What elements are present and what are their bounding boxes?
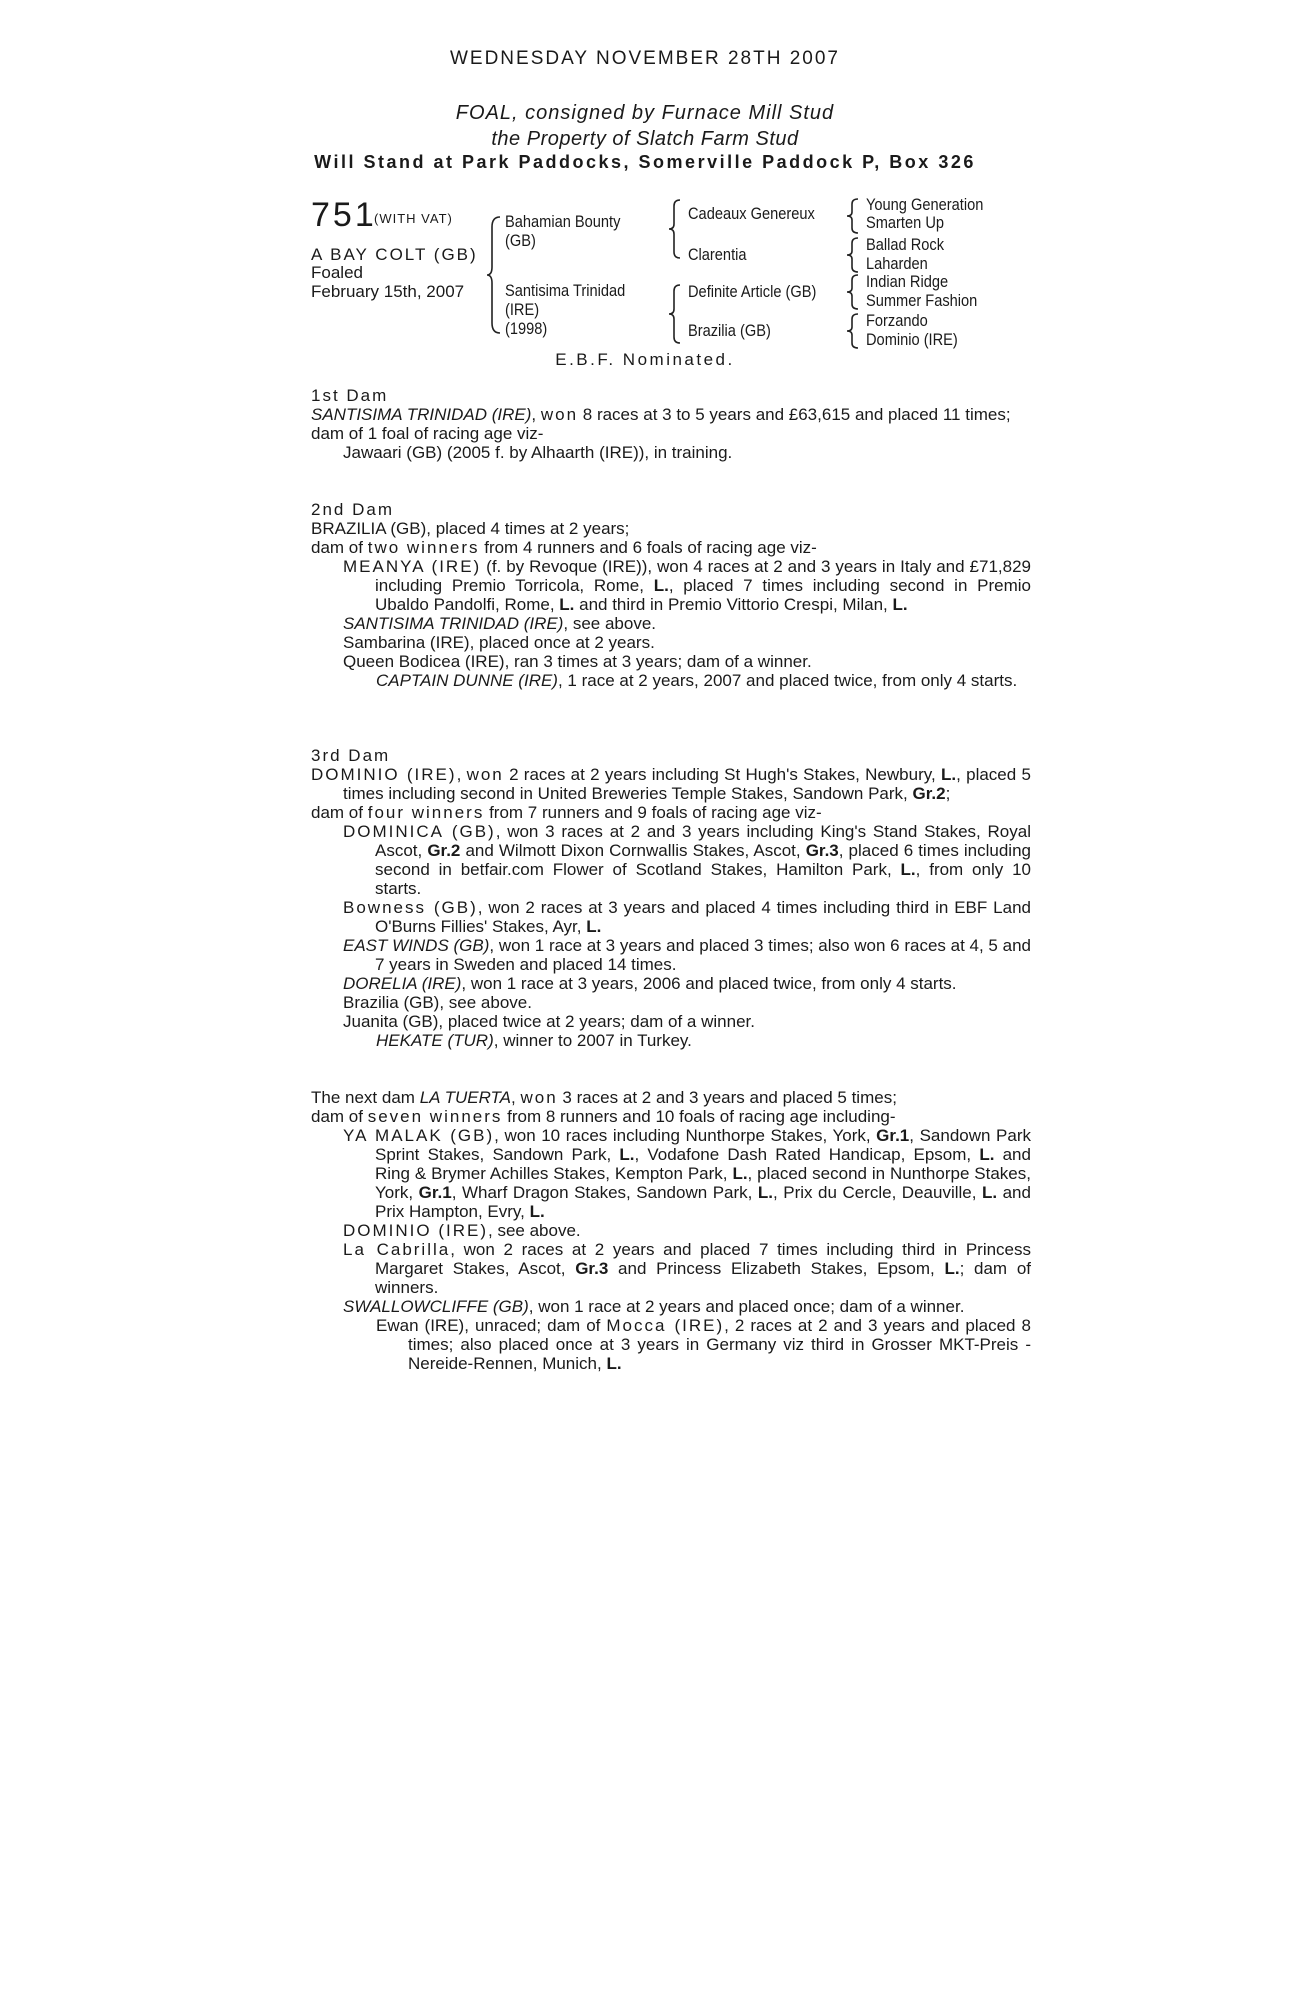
horse-name: A BAY COLT (GB): [311, 245, 478, 264]
sambarina-entry: Sambarina (IRE), placed once at 2 years.: [343, 633, 655, 652]
dam-dam-name: Brazilia (GB): [688, 321, 771, 340]
pedigree-brace-gg2: [846, 236, 860, 274]
gg-2: Smarten Up: [866, 213, 945, 232]
lot-number: 751: [311, 196, 377, 234]
queen-bodicea-entry: Queen Bodicea (IRE), ran 3 times at 3 years; dam of a winner.: [343, 652, 812, 671]
east-winds-entry: EAST WINDS (GB), won 1 race at 3 years and placed 3 times; also won 6 races at 4, 5 and 7 years in Sweden and placed 14 times.: [343, 936, 1031, 974]
dam-year: (1998): [505, 319, 548, 338]
meanya-entry: MEANYA (IRE) (f. by Revoque (IRE)), won 4 races at 2 and 3 years in Italy and £71,829 including Premio Torricola, Rome, L., placed 7 times including second in Premio Ubaldo Pandolfi, Rome, L. and third in Premio Vittorio Crespi, Milan, L.: [343, 557, 1031, 614]
swallowcliffe-entry: SWALLOWCLIFFE (GB), won 1 race at 2 years and placed once; dam of a winner.: [343, 1297, 965, 1316]
property-line: the Property of Slatch Farm Stud: [491, 128, 799, 150]
hekate-entry: HEKATE (TUR), winner to 2007 in Turkey.: [376, 1031, 692, 1050]
third-dam-heading: 3rd Dam: [311, 746, 391, 765]
juanita-entry: Juanita (GB), placed twice at 2 years; dam of a winner.: [343, 1012, 755, 1031]
dominica-entry: DOMINICA (GB), won 3 races at 2 and 3 years including King's Stand Stakes, Royal Ascot, Gr.2 and Wilmott Dixon Cornwallis Stakes, Ascot, Gr.3, placed 6 times including second in betfair.com Flower of Scotland Stakes, Hamilton Park, L., from only 10 starts.: [343, 822, 1031, 898]
sale-date: WEDNESDAY NOVEMBER 28TH 2007: [449, 48, 840, 69]
first-dam-section: [311, 386, 1031, 462]
sire-dam-name: Clarentia: [688, 245, 747, 264]
sire-suffix: (GB): [505, 231, 536, 250]
gg-4: Laharden: [866, 254, 928, 273]
dam-name: Santisima Trinidad: [505, 281, 626, 300]
first-dam-record: SANTISIMA TRINIDAD (IRE), won 8 races at 3 to 5 years and £63,615 and placed 11 times;: [311, 405, 1011, 424]
second-dam-heading: 2nd Dam: [311, 500, 394, 519]
foaled-label: Foaled: [311, 263, 363, 282]
first-dam-dam-of: dam of 1 foal of racing age viz-: [311, 424, 544, 443]
gg-7: Forzando: [866, 311, 928, 330]
gg-6: Summer Fashion: [866, 291, 978, 310]
foaled-date: February 15th, 2007: [311, 282, 465, 301]
third-dam-dam-of: dam of four winners from 7 runners and 9 foals of racing age viz-: [311, 803, 822, 822]
captain-dunne-entry: CAPTAIN DUNNE (IRE), 1 race at 2 years, 2007 and placed twice, from only 4 starts.: [376, 671, 1018, 690]
ewan-entry: Ewan (IRE), unraced; dam of Mocca (IRE), 2 races at 2 and 3 years and placed 8 times; also placed once at 3 years in Germany viz third in Grosser MKT-Preis - Nereide-Rennen, Munich, L.: [376, 1316, 1031, 1373]
third-dam-section: [311, 746, 1031, 1050]
la-cabrilla-entry: La Cabrilla, won 2 races at 2 years and placed 7 times including third in Princess Margaret Stakes, Ascot, Gr.3 and Princess Elizabeth Stakes, Epsom, L.; dam of winners.: [343, 1240, 1032, 1297]
dorelia-entry: DORELIA (IRE), won 1 race at 3 years, 2006 and placed twice, from only 4 starts.: [343, 974, 957, 993]
ya-malak-entry: YA MALAK (GB), won 10 races including Nunthorpe Stakes, York, Gr.1, Sandown Park Sprint Stakes, Sandown Park, L., Vodafone Dash Rated Handicap, Epsom, L. and Ring & Brymer Achilles Stakes, Kempton Park, L., placed second in Nunthorpe Stakes, York, Gr.1, Wharf Dragon Stakes, Sandown Park, L., Prix du Cercle, Deauville, L. and Prix Hampton, Evry, L.: [343, 1126, 1031, 1221]
dominio-entry: DOMINIO (IRE), see above.: [343, 1221, 581, 1240]
ebf-nominated: E.B.F. Nominated.: [555, 350, 735, 369]
vat-note: (WITH VAT): [374, 211, 453, 226]
next-dam-section: [311, 1088, 1031, 1373]
gg-8: Dominio (IRE): [866, 330, 958, 349]
sire-name: Bahamian Bounty: [505, 212, 621, 231]
dam-sire-name: Definite Article (GB): [688, 282, 817, 301]
second-dam-record: BRAZILIA (GB), placed 4 times at 2 years;: [311, 519, 630, 538]
bowness-entry: Bowness (GB), won 2 races at 3 years and placed 4 times including third in EBF Land O'Burns Fillies' Stakes, Ayr, L.: [343, 898, 1031, 936]
stand-location: Will Stand at Park Paddocks, Somerville Paddock P, Box 326: [314, 152, 976, 172]
second-dam-section: [311, 500, 1031, 690]
next-dam-record: The next dam LA TUERTA, won 3 races at 2 and 3 years and placed 5 times;: [311, 1088, 897, 1107]
dam-suffix: (IRE): [505, 300, 540, 319]
pedigree-brace-gg3: [846, 273, 860, 311]
gg-5: Indian Ridge: [866, 272, 949, 291]
pedigree-brace-sire: [668, 198, 682, 260]
pedigree-brace-gg4: [846, 312, 860, 350]
pedigree-brace-main: [486, 215, 502, 335]
first-dam-offspring: Jawaari (GB) (2005 f. by Alhaarth (IRE)), in training.: [343, 443, 733, 462]
gg-1: Young Generation: [866, 195, 984, 214]
pedigree-brace-dam: [668, 283, 682, 345]
santisima-entry: SANTISIMA TRINIDAD (IRE), see above.: [343, 614, 657, 633]
next-dam-dam-of: dam of seven winners from 8 runners and 10 foals of racing age including-: [311, 1107, 896, 1126]
pedigree-brace-gg1: [846, 197, 860, 235]
first-dam-heading: 1st Dam: [311, 386, 389, 405]
consignor-line: FOAL, consigned by Furnace Mill Stud: [455, 102, 835, 124]
gg-3: Ballad Rock: [866, 235, 945, 254]
second-dam-dam-of: dam of two winners from 4 runners and 6 foals of racing age viz-: [311, 538, 817, 557]
sire-sire-name: Cadeaux Genereux: [688, 204, 815, 223]
brazilia-entry: Brazilia (GB), see above.: [343, 993, 532, 1012]
third-dam-record: DOMINIO (IRE), won 2 races at 2 years including St Hugh's Stakes, Newbury, L., placed 5 times including second in United Breweries Temple Stakes, Sandown Park, Gr.2;: [311, 765, 1031, 803]
